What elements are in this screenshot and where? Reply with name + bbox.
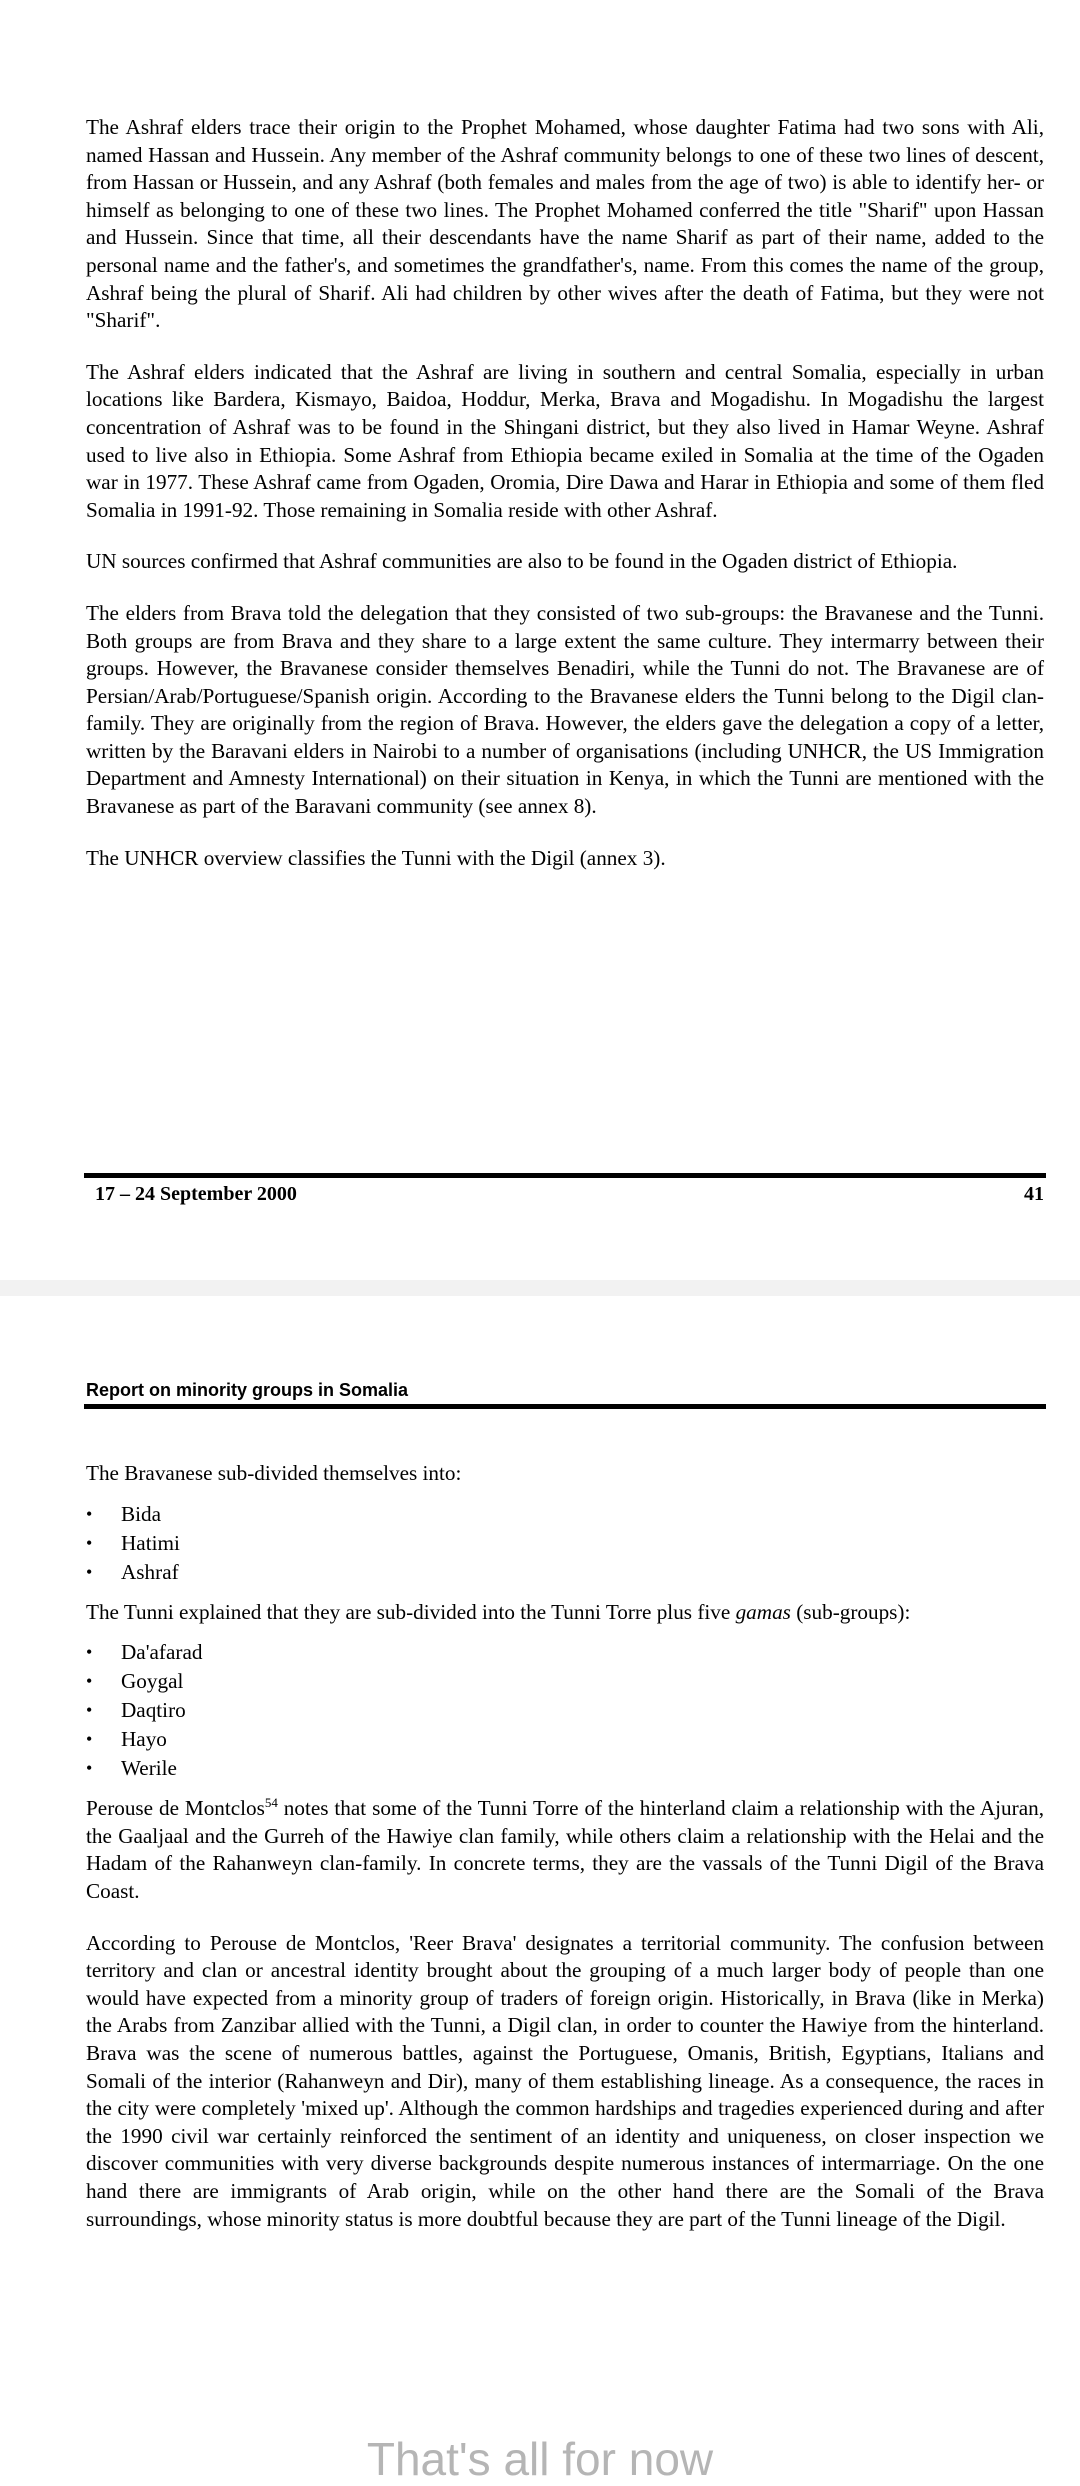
tunni-intro: The Tunni explained that they are sub-divided into the Tunni Torre plus five gamas (sub-groups): bbox=[86, 1599, 911, 1624]
list-item: • Werile bbox=[86, 1754, 1044, 1783]
list-item: • Goygal bbox=[86, 1667, 1044, 1696]
footer-date: 17 – 24 September 2000 bbox=[95, 1183, 297, 1205]
bullet-icon: • bbox=[86, 1700, 93, 1721]
paragraph-ashraf-locations: The Ashraf elders indicated that the Ashraf are living in southern and central Somalia, especially in urban locations like Bardera, Kismayo, Baidoa, Hoddur, Merka, Brava and Mogadishu. In Mogadishu the largest concentration of Ashraf was to be found in the Shingani district, but they also lived in Hamar Weyne. Ashraf used to live also in Ethiopia. Some Ashraf from Ethiopia became exiled in Somalia at the time of the Ogaden war in 1977. These Ashraf came from Ogaden, Oromia, Dire Dawa and Harar in Ethiopia and some of them fled Somalia in 1991-92. Those remaining in Somalia reside with other Ashraf. bbox=[86, 359, 1044, 522]
page-separator bbox=[0, 1280, 1080, 1296]
list-item: • Ashraf bbox=[86, 1558, 1044, 1587]
bullet-icon: • bbox=[86, 1561, 93, 1582]
paragraph-montclos-tunni-torre: Perouse de Montclos$^{54}$ notes that some of the Tunni Torre of the hinterland claim a relationship with the Ajuran, the Gaaljaal and the Gurreh of the Hawiye clan family, while others claim a relationship with the Helai and the Hadam of the Rahanweyn clan-family. In concrete terms, they are the vassals of the Tunni Digil of the Brava Coast. bbox=[86, 1795, 1044, 1903]
header-rule bbox=[84, 1404, 1046, 1409]
page-41-body bbox=[86, 114, 1044, 896]
end-of-document-message: That's all for now bbox=[366, 2433, 714, 2485]
paragraph-un-sources: UN sources confirmed that Ashraf communities are also to be found in the Ogaden district of Ethiopia. bbox=[86, 549, 958, 574]
list-item: • Bida bbox=[86, 1500, 1044, 1529]
tunni-subgroup-list bbox=[86, 1638, 1044, 1783]
footer-rule bbox=[84, 1173, 1046, 1178]
list-item: • Hayo bbox=[86, 1725, 1044, 1754]
list-item: • Da'afarad bbox=[86, 1638, 1044, 1667]
bravanese-intro: The Bravanese sub-divided themselves into: bbox=[86, 1461, 462, 1485]
footer-page-number: 41 bbox=[1024, 1183, 1044, 1205]
bullet-icon: • bbox=[86, 1642, 93, 1663]
bullet-icon: • bbox=[86, 1729, 93, 1750]
bullet-icon: • bbox=[86, 1758, 93, 1779]
bullet-icon: • bbox=[86, 1503, 93, 1524]
footnote-ref[interactable]: 54 bbox=[264, 1795, 278, 1811]
list-item: • Hatimi bbox=[86, 1529, 1044, 1558]
paragraph-reer-brava: According to Perouse de Montclos, 'Reer Brava' designates a territorial community. The confusion between territory and clan or ancestral identity brought about the grouping of a much larger body of people than one would have expected from a minority group of traders of foreign origin. Historically, in Brava (like in Merka) the Arabs from Zanzibar allied with the Tunni, a Digil clan, in order to counter the Hawiye from the hinterland. Brava was the scene of numerous battles, against the Portuguese, Omanis, British, Egyptians, Italians and Somali of the interior (Rahanweyn and Dir), many of them establishing lineage. As a consequence, the races in the city were completely 'mixed up'. Although the common hardships and tragedies experienced during and after the 1990 civil war certainly reinforced the sentiment of an identity and uniqueness, on closer inspection we discover communities with very diverse backgrounds despite numerous instances of intermarriage. On the one hand there are immigrants of Arab origin, while on the other hand there are the Somali of the Brava surroundings, whose minority status is more doubtful because they are part of the Tunni lineage of the Digil. bbox=[86, 1930, 1044, 2231]
paragraph-ashraf-origin: The Ashraf elders trace their origin to the Prophet Mohamed, whose daughter Fatima had two sons with Ali, named Hassan and Hussein. Any member of the Ashraf community belongs to one of these two lines of descent, from Hassan or Hussein, and any Ashraf (both females and males from the age of two) is able to identify her- or himself as belonging to one of these two lines. The Prophet Mohamed conferred the title "Sharif" upon Hassan and Hussein. Since that time, all their descendants have the name Sharif as part of their name, added to the personal name and the father's, and sometimes the grandfather's, name. From this comes the name of the group, Ashraf being the plural of Sharif. Ali had children by other wives after the death of Fatima, but they were not "Sharif". bbox=[86, 115, 1044, 333]
bullet-icon: • bbox=[86, 1532, 93, 1553]
paragraph-brava-elders: The elders from Brava told the delegation that they consisted of two sub-groups: the Bravanese and the Tunni. Both groups are from Brava and they share to a large extent the same culture. They intermarry between their groups. However, the Bravanese consider themselves Benadiri, while the Tunni do not. The Bravanese are of Persian/Arab/Portuguese/Spanish origin. According to the Bravanese elders the Tunni belong to the Digil clan-family. They are originally from the region of Brava. However, the elders gave the delegation a copy of a letter, written by the Baravani elders in Nairobi to a number of organisations (including UNHCR, the US Immigration Department and Amnesty International) on their situation in Kenya, in which the Tunni are mentioned with the Bravanese as part of the Baravani community (see annex 8). bbox=[86, 600, 1044, 819]
paragraph-unhcr-overview: The UNHCR overview classifies the Tunni with the Digil (annex 3). bbox=[86, 845, 666, 870]
bullet-icon: • bbox=[86, 1671, 93, 1692]
running-header-title: Report on minority groups in Somalia bbox=[86, 1380, 409, 1400]
bravanese-subgroup-list bbox=[86, 1500, 1044, 1587]
page-42-body bbox=[86, 1460, 1044, 2257]
list-item: • Daqtiro bbox=[86, 1696, 1044, 1725]
